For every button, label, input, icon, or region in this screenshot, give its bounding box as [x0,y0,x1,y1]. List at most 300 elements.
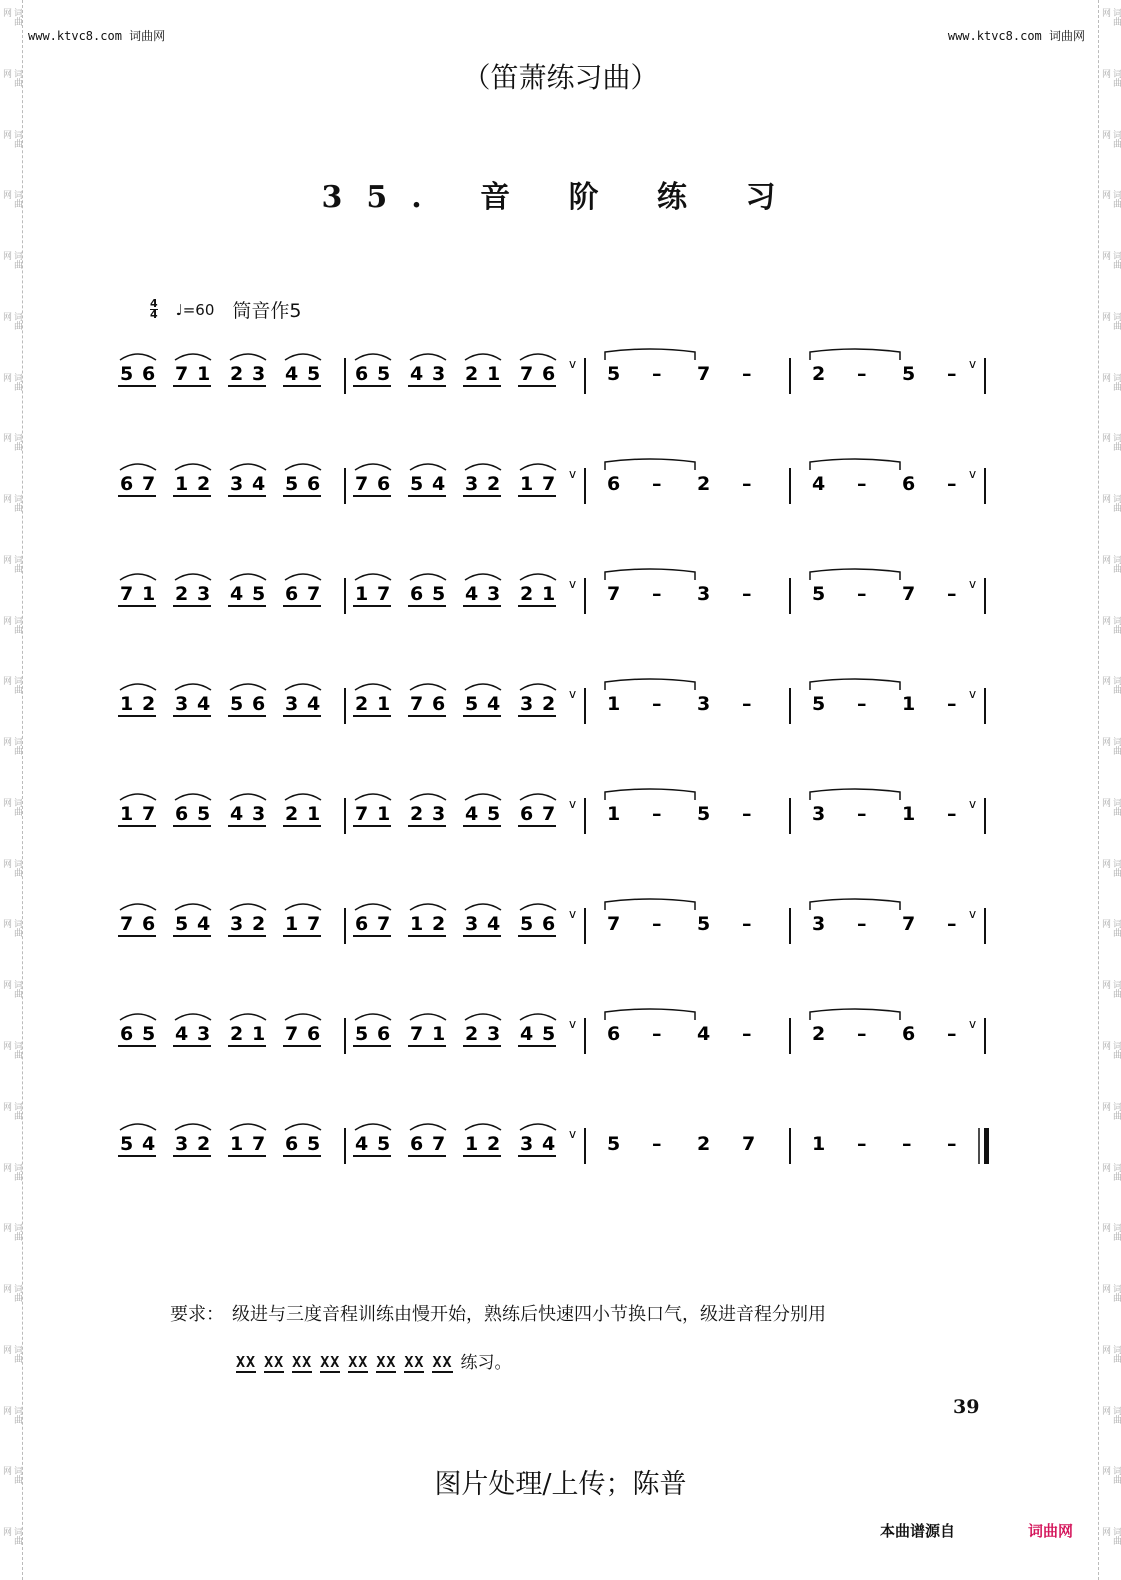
requirement-suffix: 练习。 [460,1353,512,1373]
slur-arc [175,1014,211,1020]
score-note: 6 [175,803,189,825]
score-note: – [652,913,662,935]
score-note: 7 [142,473,156,495]
slur-arc [285,574,321,580]
watermark-text: 词曲网 [1100,8,1121,26]
slur-arc [410,354,446,360]
score-note: 7 [902,583,916,605]
score-note: 3 [487,1023,501,1045]
watermark-text: 词曲网 [1,68,22,87]
score-note: 3 [230,913,244,935]
slur-arc [175,354,211,360]
slur-arc [120,354,156,360]
slur-arc [520,354,556,360]
score-note: 5 [355,1023,369,1045]
score-note: 5 [252,583,266,605]
slur-arc [520,1124,556,1130]
score-note: 4 [175,1023,189,1045]
score-note: 6 [902,473,916,495]
score-note: 3 [252,803,266,825]
rhythm-pattern: XX [320,1353,341,1371]
site-url-right[interactable]: www.ktvc8.com 词曲网 [947,29,1085,43]
score-note: 3 [697,693,711,715]
score-note: – [947,913,957,935]
rhythm-pattern: XX [236,1353,257,1371]
score-note: 6 [285,1133,299,1155]
score-note: 7 [432,1133,446,1155]
tie-arc [810,789,900,800]
slur-arc [285,1014,321,1020]
time-signature-top: 4 [150,297,158,310]
tie-arc [605,569,695,580]
score-note: 2 [465,363,479,385]
watermark-text: 词曲网 [1100,919,1121,938]
slur-arc [120,904,156,910]
score-note: 5 [465,693,479,715]
score-note: 3 [520,693,534,715]
score-note: 6 [377,1023,391,1045]
slur-arc [410,684,446,690]
slur-arc [230,354,266,360]
score-note: 5 [902,363,916,385]
slur-arc [175,684,211,690]
score-note: 1 [542,583,556,605]
score-note: 2 [812,363,826,385]
requirement-label: 要求： [170,1304,224,1325]
score-note: 1 [120,803,134,825]
rhythm-pattern: XX [376,1353,397,1371]
score-note: 1 [607,693,621,715]
score-note: 2 [410,803,424,825]
score-note: 1 [197,363,211,385]
score-note: – [742,693,752,715]
score-note: 5 [697,913,711,935]
source-text: 本曲谱源自 [880,1522,956,1540]
score-note: 2 [697,473,711,495]
score-note: 4 [697,1023,711,1045]
watermark-text: 词曲网 [1,1162,22,1181]
score-note: 3 [520,1133,534,1155]
score-note: 3 [197,583,211,605]
score-note: 2 [285,803,299,825]
slur-arc [230,464,266,470]
score-note: 6 [252,693,266,715]
score-note: 7 [410,1023,424,1045]
score-note: 1 [410,913,424,935]
slur-arc [175,794,211,800]
score-note: 1 [812,1133,826,1155]
watermark-text: 词曲网 [1,676,22,695]
key-note: 筒音作5 [232,300,302,322]
score-note: 2 [487,473,501,495]
score-note: 4 [487,693,501,715]
slur-arc [230,574,266,580]
score-note: – [742,363,752,385]
watermark-text: 词曲网 [1100,1223,1121,1242]
score-note: 5 [410,473,424,495]
slur-arc [355,794,391,800]
slur-arc [355,904,391,910]
score-note: – [652,473,662,495]
breath-mark: v [569,797,577,811]
score-note: 1 [465,1133,479,1155]
watermark-text: 词曲网 [1,311,22,330]
score-note: – [947,473,957,495]
score-note: – [857,693,867,715]
score-note: 1 [142,583,156,605]
rhythm-pattern: XX [348,1353,369,1371]
score-note: 6 [120,1023,134,1045]
breath-mark: v [569,1017,577,1031]
score-note: 3 [465,913,479,935]
song-title: 35. 音 阶 练 习 [321,180,800,215]
score-note: 2 [542,693,556,715]
slur-arc [355,1124,391,1130]
slur-arc [410,1124,446,1130]
score-note: 3 [487,583,501,605]
score-note: 6 [355,363,369,385]
tie-arc [605,899,695,910]
tie-arc [605,1009,695,1020]
score-note: – [857,473,867,495]
score-note: 5 [377,1133,391,1155]
score-note: 4 [432,473,446,495]
score-note: 3 [252,363,266,385]
score-note: – [742,583,752,605]
tempo-marking: ♩=60 [175,300,215,319]
score-note: 2 [812,1023,826,1045]
slur-arc [230,794,266,800]
score-note: 3 [197,1023,211,1045]
breath-mark: v [569,687,577,701]
site-url-left[interactable]: www.ktvc8.com 词曲网 [28,29,166,43]
breath-mark: v [969,357,977,371]
score-note: 5 [285,473,299,495]
score-note: 5 [120,1133,134,1155]
score-note: 5 [697,803,711,825]
score-note: 6 [142,363,156,385]
score-note: 5 [230,693,244,715]
score-note: 7 [607,913,621,935]
watermark-text: 词曲网 [1100,980,1121,999]
score-note: 7 [902,913,916,935]
watermark-text: 词曲网 [1,129,22,148]
slur-arc [465,464,501,470]
slur-arc [175,1124,211,1130]
slur-arc [355,684,391,690]
score-note: 4 [285,363,299,385]
slur-arc [355,464,391,470]
score-note: 7 [742,1133,756,1155]
requirement-text [170,1300,950,1330]
watermark-text: 词曲网 [1100,129,1121,148]
score-note: 2 [142,693,156,715]
slur-arc [465,684,501,690]
watermark-text: 词曲网 [1100,615,1121,634]
breath-mark: v [969,467,977,481]
score-note: 5 [307,1133,321,1155]
time-signature-bottom: 4 [150,308,158,321]
slur-arc [120,1014,156,1020]
score-note: 5 [812,693,826,715]
score-note: 2 [230,363,244,385]
score-note: – [652,693,662,715]
source-brand-link[interactable]: 词曲网 [1028,1522,1074,1540]
score-note: 7 [142,803,156,825]
score-note: 2 [252,913,266,935]
score-note: 5 [607,1133,621,1155]
rhythm-pattern: XX [432,1353,453,1371]
watermark-text: 词曲网 [1100,554,1121,573]
watermark-text: 词曲网 [1,190,22,209]
slur-arc [285,904,321,910]
score-note: 7 [697,363,711,385]
score-note: – [857,583,867,605]
score-note: – [857,363,867,385]
score-note: – [857,1133,867,1155]
tie-arc [810,569,900,580]
slur-arc [465,1124,501,1130]
slur-arc [120,794,156,800]
slur-arc [410,464,446,470]
watermark-text: 词曲网 [1,251,22,270]
score-note: 4 [465,583,479,605]
score-note: 3 [432,363,446,385]
score-note: 6 [307,1023,321,1045]
score-note: – [742,1023,752,1045]
watermark-text: 词曲网 [1100,1162,1121,1181]
score-note: 7 [377,913,391,935]
tie-arc [605,459,695,470]
watermark-text: 词曲网 [1100,737,1121,756]
slur-arc [520,684,556,690]
watermark-text: 词曲网 [1,1284,22,1303]
slur-arc [465,1014,501,1020]
score-note: – [947,693,957,715]
score-note: 2 [520,583,534,605]
score-note: 1 [607,803,621,825]
score-note: 5 [542,1023,556,1045]
score-note: 2 [230,1023,244,1045]
slur-arc [230,1124,266,1130]
slur-arc [465,904,501,910]
score-note: 1 [230,1133,244,1155]
score-note: 3 [175,1133,189,1155]
score-note: 4 [142,1133,156,1155]
watermark-text: 词曲网 [1,797,22,816]
watermark-text: 词曲网 [1,1041,22,1060]
score-note: 4 [230,583,244,605]
score-note: 5 [607,363,621,385]
score-note: 6 [542,913,556,935]
watermark-text: 词曲网 [1,858,22,877]
slur-arc [285,354,321,360]
slur-arc [230,684,266,690]
slur-arc [355,354,391,360]
slur-arc [120,574,156,580]
breath-mark: v [969,577,977,591]
score-note: 1 [285,913,299,935]
watermark-text: 词曲网 [1,433,22,452]
slur-arc [120,1124,156,1130]
score-note: 3 [230,473,244,495]
tie-arc [605,349,695,360]
score-note: – [857,913,867,935]
score-note: 7 [355,473,369,495]
slur-arc [465,354,501,360]
watermark-text: 词曲网 [1,372,22,391]
score-note: 6 [307,473,321,495]
watermark-text: 词曲网 [1100,1405,1121,1424]
score-note: 4 [410,363,424,385]
tie-arc [605,789,695,800]
watermark-text: 词曲网 [1,1405,22,1424]
watermark-text: 词曲网 [1,1527,22,1546]
score-note: 1 [487,363,501,385]
score-note: 6 [142,913,156,935]
breath-mark: v [569,467,577,481]
score-note: 4 [520,1023,534,1045]
slur-arc [285,684,321,690]
score-note: – [652,1023,662,1045]
slur-arc [410,904,446,910]
breath-mark: v [969,797,977,811]
page-number: 39 [953,1396,980,1418]
score-note: 5 [142,1023,156,1045]
watermark-text: 词曲网 [1100,1527,1121,1546]
slur-arc [285,1124,321,1130]
breath-mark: v [569,907,577,921]
score-note: 1 [377,693,391,715]
score-note: 6 [120,473,134,495]
score-note: 3 [812,913,826,935]
score-note: 3 [812,803,826,825]
score-note: – [857,803,867,825]
slur-arc [520,1014,556,1020]
score-note: 2 [465,1023,479,1045]
slur-arc [285,794,321,800]
slur-arc [230,1014,266,1020]
breath-mark: v [969,907,977,921]
rhythm-pattern: XX [264,1353,285,1371]
score-note: – [947,1023,957,1045]
score-note: 7 [607,583,621,605]
score-note: 5 [812,583,826,605]
watermark-text: 词曲网 [1100,1344,1121,1363]
breath-mark: v [569,1127,577,1141]
rhythm-pattern: XX [404,1353,425,1371]
score-note: 6 [520,803,534,825]
slur-arc [175,904,211,910]
score-note: 7 [520,363,534,385]
score-note: 2 [697,1133,711,1155]
score-note: 4 [465,803,479,825]
watermark-text: 词曲网 [1,919,22,938]
score-note: 4 [197,693,211,715]
watermark-text: 词曲网 [1,737,22,756]
score-note: 4 [252,473,266,495]
score-note: 4 [812,473,826,495]
slur-arc [465,794,501,800]
slur-arc [120,464,156,470]
score-note: 2 [197,1133,211,1155]
watermark-text: 词曲网 [1100,372,1121,391]
rhythm-pattern: XX [292,1353,313,1371]
score-note: – [947,583,957,605]
requirement-body: 级进与三度音程训练由慢开始，熟练后快速四小节换口气，级进音程分别用 [232,1304,826,1325]
score-note: 1 [902,693,916,715]
watermark-text: 词曲网 [1,8,22,26]
score-note: 6 [607,1023,621,1045]
score-note: 5 [520,913,534,935]
score-note: 4 [307,693,321,715]
score-note: 2 [175,583,189,605]
score-note: 4 [542,1133,556,1155]
slur-arc [285,464,321,470]
watermark-text: 词曲网 [1,1466,22,1485]
score-note: 6 [410,1133,424,1155]
score-note: 5 [120,363,134,385]
score-note: – [947,803,957,825]
breath-mark: v [969,687,977,701]
watermark-text: 词曲网 [1100,494,1121,513]
score-note: 1 [377,803,391,825]
score-note: 5 [307,363,321,385]
breath-mark: v [569,357,577,371]
score-note: 7 [285,1023,299,1045]
slur-arc [120,684,156,690]
score-note: 5 [432,583,446,605]
watermark-text: 词曲网 [1100,858,1121,877]
score-note: 2 [432,913,446,935]
breath-mark: v [569,577,577,591]
score-note: 1 [307,803,321,825]
watermark-text: 词曲网 [1100,190,1121,209]
score-note: – [947,1133,957,1155]
watermark-text: 词曲网 [1,1101,22,1120]
score-note: – [742,913,752,935]
slur-arc [230,904,266,910]
score-note: – [857,1023,867,1045]
score-note: 4 [230,803,244,825]
score-note: 6 [410,583,424,605]
watermark-text: 词曲网 [1,1344,22,1363]
score-note: 3 [432,803,446,825]
score-note: – [652,583,662,605]
watermark-text: 词曲网 [1100,1041,1121,1060]
slur-arc [175,464,211,470]
tie-arc [810,1009,900,1020]
score-note: 7 [377,583,391,605]
score-note: 7 [307,913,321,935]
score-note: 2 [197,473,211,495]
watermark-text: 词曲网 [1100,676,1121,695]
watermark-text: 词曲网 [1100,1101,1121,1120]
score-note: 5 [377,363,391,385]
score-note: 7 [542,473,556,495]
watermark-text: 词曲网 [1100,68,1121,87]
watermark-text: 词曲网 [1100,433,1121,452]
score-note: 5 [197,803,211,825]
score-note: – [947,363,957,385]
score-note: 3 [697,583,711,605]
score-note: 6 [285,583,299,605]
score-note: 4 [197,913,211,935]
score-note: – [742,803,752,825]
score-note: 3 [285,693,299,715]
score-note: 4 [355,1133,369,1155]
score-note: – [652,803,662,825]
